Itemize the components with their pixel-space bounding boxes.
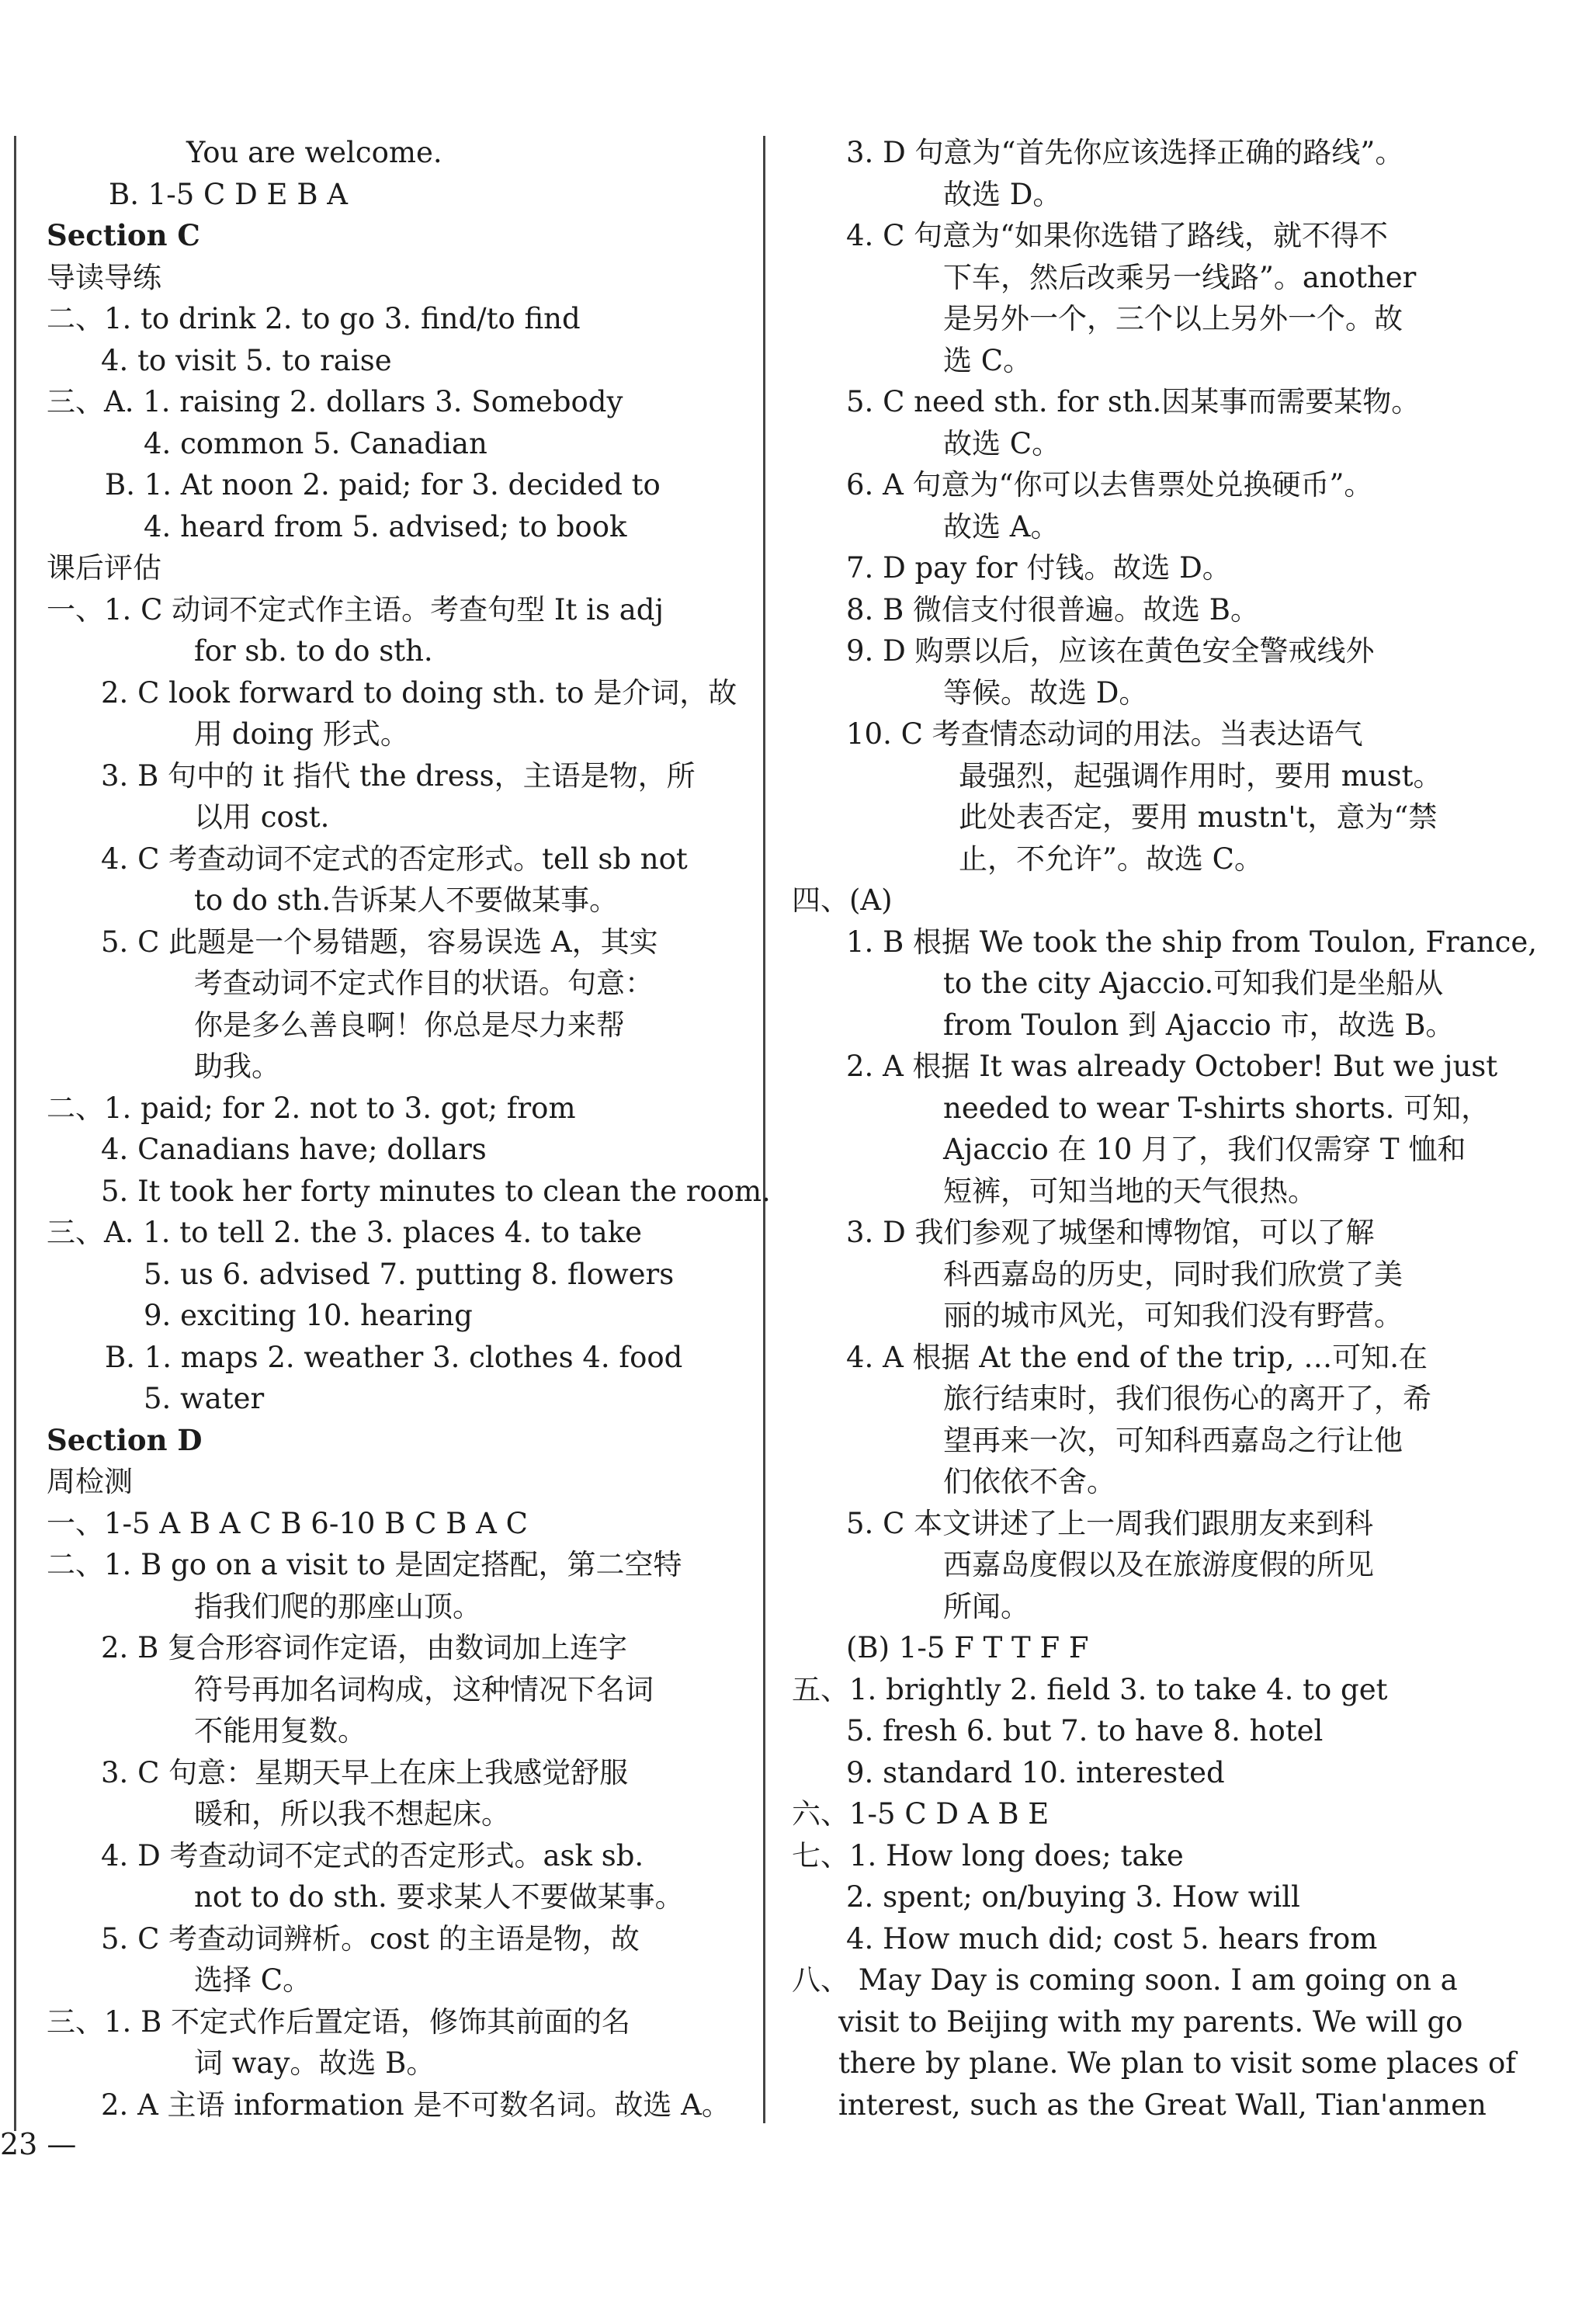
answer-line: 考查动词不定式作目的状语。句意： — [194, 967, 654, 1000]
answer-line: 5. C 本文讲述了上一周我们跟朋友来到科 — [846, 1507, 1374, 1540]
answer-line: to the city Ajaccio.可知我们是坐船从 — [943, 967, 1444, 1000]
answer-line: 4. D 考查动词不定式的否定形式。ask sb. — [101, 1839, 644, 1872]
answer-line: 暖和，所以我不想起床。 — [194, 1797, 510, 1831]
answer-line: 5. C 考查动词辨析。cost 的主语是物，故 — [101, 1922, 640, 1956]
answer-line: 周检测 — [47, 1465, 133, 1498]
answer-line: 助我。 — [194, 1050, 280, 1083]
section-heading: Section C — [47, 218, 200, 252]
answer-line: 五、1. brightly 2. field 3. to take 4. to get — [792, 1673, 1388, 1706]
answer-line: 4. Canadians have; dollars — [101, 1133, 487, 1166]
answer-line: 三、A. 1. raising 2. dollars 3. Somebody — [47, 385, 623, 418]
answer-line: 4. How much did; cost 5. hears from — [846, 1922, 1378, 1956]
answer-line: 望再来一次，可知科西嘉岛之行让他 — [943, 1424, 1403, 1457]
answer-line: 们依依不舍。 — [943, 1465, 1115, 1498]
answer-line: Ajaccio 在 10 月了，我们仅需穿 T 恤和 — [943, 1133, 1466, 1166]
section-heading: Section D — [47, 1423, 203, 1457]
answer-line: 1. B 根据 We took the ship from Toulon, France, — [846, 925, 1538, 959]
answer-line: 三、A. 1. to tell 2. the 3. places 4. to take — [47, 1216, 643, 1249]
answer-line: 你是多么善良啊！你总是尽力来帮 — [194, 1008, 625, 1042]
answer-line: 故选 A。 — [943, 510, 1060, 543]
answer-line: 9. D 购票以后，应该在黄色安全警戒线外 — [846, 634, 1375, 668]
answer-line: 4. A 根据 At the end of the trip, …可知.在 — [846, 1341, 1428, 1374]
answer-line: (B) 1-5 F T T F F — [846, 1631, 1089, 1664]
answer-line: 3. D 句意为“首先你应该选择正确的路线”。 — [846, 136, 1404, 169]
answer-line: 用 doing 形式。 — [194, 717, 409, 751]
answer-line: 5. water — [144, 1382, 265, 1415]
answer-line: needed to wear T-shirts shorts. 可知， — [943, 1092, 1490, 1125]
answer-line: B. 1. maps 2. weather 3. clothes 4. food — [105, 1341, 683, 1374]
answer-line: 四、(A) — [792, 883, 893, 917]
answer-line: 二、1. to drink 2. to go 3. find/to find — [47, 302, 581, 335]
answer-line: not to do sth. 要求某人不要做某事。 — [194, 1880, 684, 1914]
answer-line: 3. D 我们参观了城堡和博物馆，可以了解 — [846, 1216, 1375, 1249]
answer-line: 课后评估 — [47, 551, 161, 585]
left-margin-rule — [14, 136, 16, 2131]
answer-line: to do sth.告诉某人不要做某事。 — [194, 883, 619, 917]
answer-line: 指我们爬的那座山顶。 — [194, 1590, 481, 1623]
answer-line: 9. exciting 10. hearing — [144, 1299, 473, 1332]
answer-line: 以用 cost. — [194, 800, 330, 834]
answer-line: 旅行结束时，我们很伤心的离开了，希 — [943, 1382, 1431, 1415]
answer-line: 符号再加名词构成，这种情况下名词 — [194, 1673, 654, 1706]
answer-line: You are welcome. — [186, 136, 442, 169]
answer-line: B. 1. At noon 2. paid; for 3. decided to — [105, 468, 661, 502]
answer-line: 选择 C。 — [194, 1963, 312, 1997]
answer-line: 八、 May Day is coming soon. I am going on a — [792, 1963, 1458, 1997]
answer-line: 2. C look forward to doing sth. to 是介词，故 — [101, 676, 737, 710]
answer-line: 2. A 主语 information 是不可数名词。故选 A。 — [101, 2088, 730, 2122]
answer-line: 2. A 根据 It was already October! But we just — [846, 1050, 1498, 1083]
page-number: 23 — — [0, 2127, 77, 2161]
answer-line: 5. fresh 6. but 7. to have 8. hotel — [846, 1714, 1324, 1748]
answer-line: 一、1-5 A B A C B 6-10 B C B A C — [47, 1507, 528, 1540]
answer-line: 六、1-5 C D A B E — [792, 1797, 1050, 1831]
answer-line: 二、1. paid; for 2. not to 3. got; from — [47, 1092, 576, 1125]
answer-line: 等候。故选 D。 — [943, 676, 1148, 710]
answer-line: 所闻。 — [943, 1590, 1029, 1623]
column-divider — [763, 136, 765, 2123]
answer-line: 短裤，可知当地的天气很热。 — [943, 1175, 1317, 1208]
answer-line: from Toulon 到 Ajaccio 市，故选 B。 — [943, 1008, 1455, 1042]
answer-line: 导读导练 — [47, 261, 161, 294]
answer-line: 5. us 6. advised 7. putting 8. flowers — [144, 1258, 675, 1291]
answer-line: 2. spent; on/buying 3. How will — [846, 1880, 1300, 1914]
answer-line: 选 C。 — [943, 344, 1032, 377]
answer-line: 4. common 5. Canadian — [144, 427, 487, 460]
answer-line: 词 way。故选 B。 — [194, 2046, 435, 2080]
answer-line: 七、1. How long does; take — [792, 1839, 1184, 1872]
answer-line: 科西嘉岛的历史，同时我们欣赏了美 — [943, 1258, 1403, 1291]
answer-line: 2. B 复合形容词作定语，由数词加上连字 — [101, 1631, 628, 1664]
answer-line: 8. B 微信支付很普遍。故选 B。 — [846, 593, 1259, 626]
answer-line: 一、1. C 动词不定式作主语。考查句型 It is adj — [47, 593, 664, 626]
answer-line: 7. D pay for 付钱。故选 D。 — [846, 551, 1231, 585]
answer-line: 故选 D。 — [943, 178, 1062, 211]
answer-line: 此处表否定，要用 mustn't，意为“禁 — [959, 800, 1438, 834]
answer-line: 二、1. B go on a visit to 是固定搭配，第二空特 — [47, 1548, 682, 1581]
answer-line: 是另外一个，三个以上另外一个。故 — [943, 302, 1403, 335]
answer-line: there by plane. We plan to visit some places of — [838, 2046, 1516, 2080]
answer-line: 止，不允许”。故选 C。 — [959, 842, 1263, 876]
answer-line: 10. C 考查情态动词的用法。当表达语气 — [846, 717, 1363, 751]
answer-line: 6. A 句意为“你可以去售票处兑换硬币”。 — [846, 468, 1373, 502]
answer-line: 三、1. B 不定式作后置定语，修饰其前面的名 — [47, 2005, 631, 2039]
answer-line: 5. C need sth. for sth.因某事而需要某物。 — [846, 385, 1421, 418]
answer-line: 3. B 句中的 it 指代 the dress，主语是物，所 — [101, 759, 696, 793]
answer-line: 5. C 此题是一个易错题，容易误选 A，其实 — [101, 925, 658, 959]
answer-line: 4. C 句意为“如果你选错了路线，就不得不 — [846, 219, 1389, 252]
answer-line: 西嘉岛度假以及在旅游度假的所见 — [943, 1548, 1374, 1581]
answer-line: 4. to visit 5. to raise — [101, 344, 392, 377]
answer-line: 最强烈，起强调作用时，要用 must。 — [959, 759, 1442, 793]
answer-line: interest, such as the Great Wall, Tian'anmen — [838, 2088, 1487, 2122]
answer-line: 不能用复数。 — [194, 1714, 366, 1748]
answer-line: 4. C 考查动词不定式的否定形式。tell sb not — [101, 842, 688, 876]
answer-line: for sb. to do sth. — [194, 634, 433, 668]
answer-line: 下车，然后改乘另一线路”。another — [943, 261, 1417, 294]
answer-line: 3. C 句意：星期天早上在床上我感觉舒服 — [101, 1756, 629, 1789]
answer-line: 5. It took her forty minutes to clean the room. — [101, 1175, 771, 1208]
answer-line: 故选 C。 — [943, 427, 1061, 460]
answer-line: B. 1-5 C D E B A — [109, 178, 348, 211]
answer-line: visit to Beijing with my parents. We will go — [838, 2005, 1463, 2039]
answer-line: 丽的城市风光，可知我们没有野营。 — [943, 1299, 1403, 1332]
answer-line: 9. standard 10. interested — [846, 1756, 1225, 1789]
answer-line: 4. heard from 5. advised; to book — [144, 510, 627, 543]
